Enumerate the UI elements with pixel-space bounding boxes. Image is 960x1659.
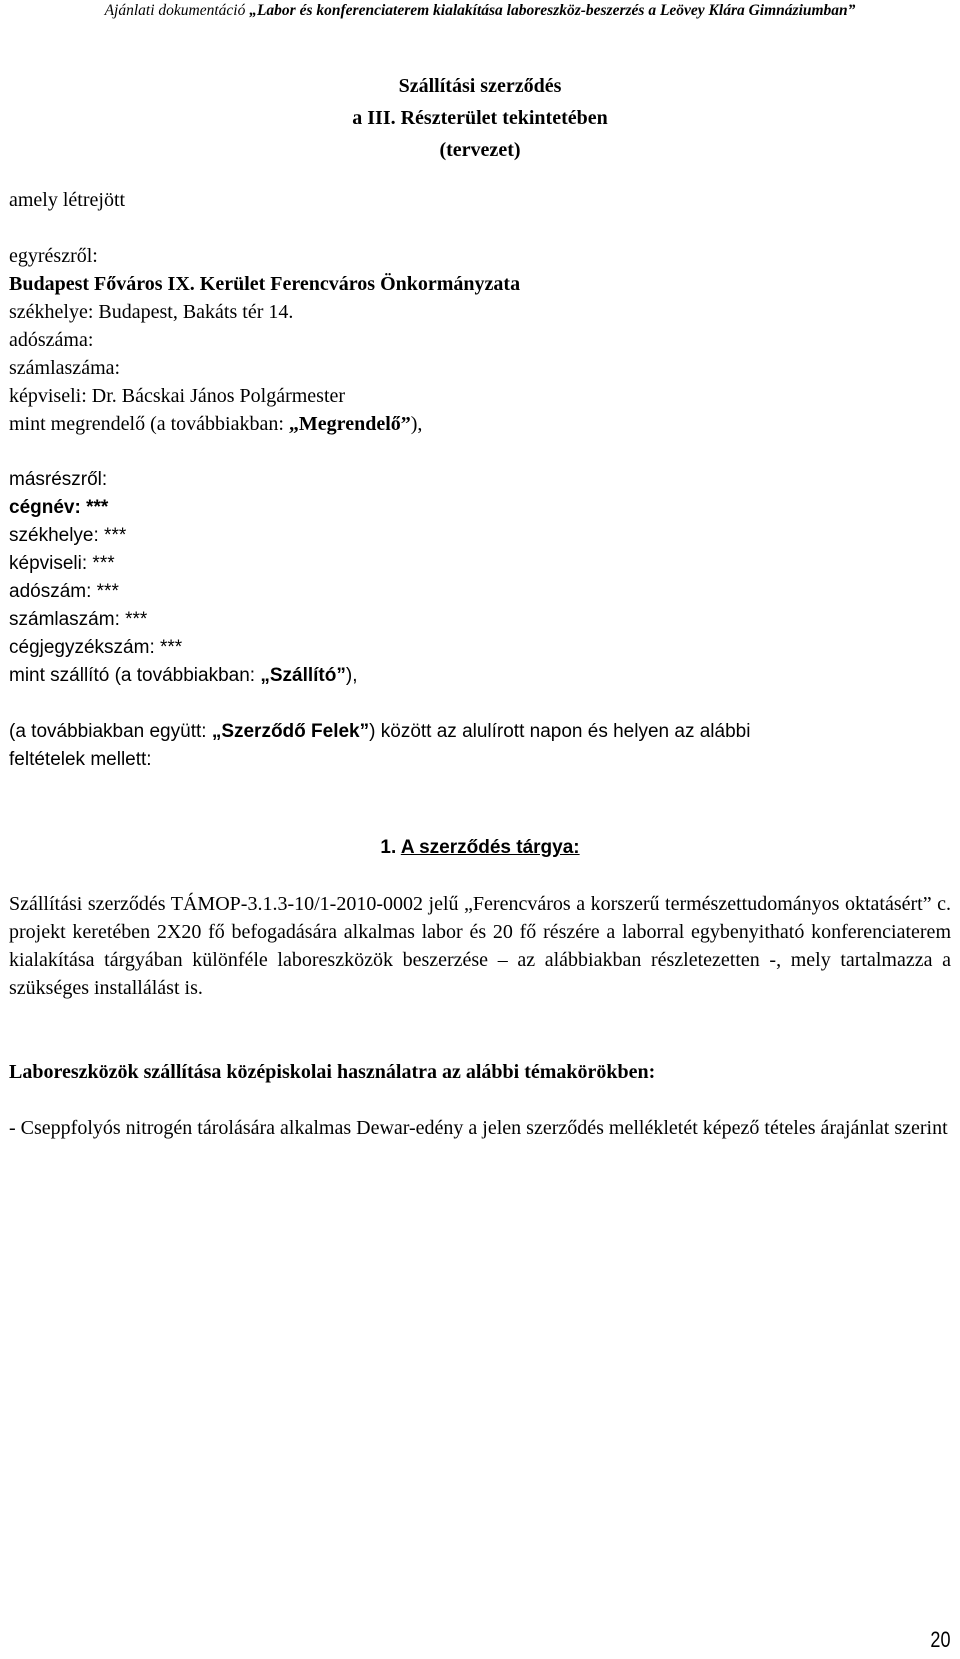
party1-label: egyrészről: <box>9 245 98 267</box>
equipment-item-1: - Cseppfolyós nitrogén tárolására alkalmas Dewar-edény a jelen szerződés mellékletét képező tételes árajánlat szerint <box>9 1117 948 1139</box>
section-1-number: 1. <box>380 837 397 858</box>
title-line-1: Szállítási szerződés <box>398 75 562 97</box>
party1-role <box>9 410 422 438</box>
section-1-body: Szállítási szerződés TÁMOP-3.1.3-10/1-2010-0002 jelű „Ferencváros a korszerű természettudományos oktatásért” c. projekt keretében 2X20 fő befogadására alkalmas labor és 20 fő részére a laborral egybenyitható konferenciaterem kialakítása tárgyában különféle laboreszközök beszerzése – az alábbiakban részletezetten -, mely tartalmazza a szükséges installálást is. <box>9 893 951 999</box>
title-line-2: a III. Részterület tekintetében <box>352 107 608 129</box>
title-line-3: (tervezet) <box>439 139 521 161</box>
running-header <box>8 2 952 20</box>
party1-role-prefix: mint megrendelő (a továbbiakban: <box>9 413 289 435</box>
together-prefix: (a továbbiakban együtt: <box>9 721 212 742</box>
party1-tax: adószáma: <box>9 329 94 351</box>
party2-tax: adószám: *** <box>9 581 119 602</box>
party1-seat: székhelye: Budapest, Bakáts tér 14. <box>9 301 294 323</box>
party2-role <box>9 662 357 690</box>
section-1-heading <box>0 834 960 862</box>
section-1-title: A szerződés tárgya: <box>400 837 580 858</box>
parties-together <box>9 718 750 746</box>
equipment-subheading: Laboreszközök szállítása középiskolai használatra az alábbi témakörökben: <box>9 1061 656 1083</box>
party2-account: számlaszám: *** <box>9 609 148 630</box>
party2-label: másrészről: <box>9 469 108 490</box>
party1-role-suffix: ), <box>410 413 423 435</box>
intro-text: amely létrejött <box>9 189 126 211</box>
party1-account: számlaszáma: <box>9 357 121 379</box>
page-number: 20 <box>929 1627 950 1652</box>
party2-representative: képviseli: *** <box>9 553 115 574</box>
party2-role-name: „Szállító” <box>260 665 346 686</box>
party2-seat: székhelye: *** <box>9 525 127 546</box>
party2-role-suffix: ), <box>345 665 358 686</box>
contract-title <box>0 70 960 166</box>
together-name: „Szerződő Felek” <box>211 721 370 742</box>
party1-representative: képviseli: Dr. Bácskai János Polgármester <box>9 385 346 407</box>
party1-role-name: „Megrendelő” <box>288 413 411 435</box>
party2-registry: cégjegyzékszám: *** <box>9 637 183 658</box>
header-project-title: „Labor és konferenciaterem kialakítása laboreszköz-beszerzés a Leövey Klára Gimnáziumban” <box>249 2 856 19</box>
parties-together-line2: feltételek mellett: <box>9 749 152 770</box>
header-prefix: Ajánlati dokumentáció <box>104 2 246 19</box>
party2-role-prefix: mint szállító (a továbbiakban: <box>9 665 261 686</box>
together-suffix: ) között az alulírott napon és helyen az alábbi <box>369 721 751 742</box>
party1-name: Budapest Főváros IX. Kerület Ferencváros Önkormányzata <box>9 273 521 295</box>
party2-name: cégnév: *** <box>9 497 109 518</box>
